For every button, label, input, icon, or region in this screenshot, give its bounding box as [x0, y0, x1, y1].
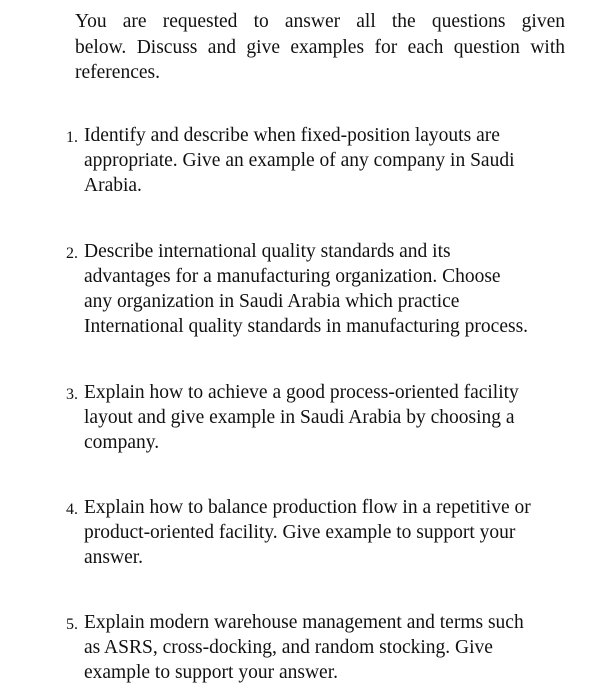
- question-1: [66, 123, 566, 198]
- question-number: 5.: [66, 616, 78, 633]
- question-4: [66, 495, 566, 570]
- question-line: as ASRS, cross-docking, and random stocking. Give: [84, 637, 493, 658]
- question-text: [84, 123, 566, 198]
- question-number: 3.: [66, 386, 78, 403]
- question-number: 2.: [66, 245, 78, 262]
- question-line: any organization in Saudi Arabia which practice: [84, 291, 460, 312]
- question-line: Explain modern warehouse management and terms such: [84, 612, 524, 633]
- question-line: product-oriented facility. Give example to support your: [84, 522, 516, 543]
- instructions-line: references.: [75, 62, 160, 83]
- question-line: example to support your answer.: [84, 662, 338, 683]
- question-text: [84, 239, 566, 339]
- question-line: Explain how to achieve a good process-oriented facility: [84, 382, 519, 403]
- question-line: appropriate. Give an example of any company in Saudi: [84, 150, 515, 171]
- question-3: [66, 380, 566, 455]
- instructions-line: You are requested to answer all the questions given: [75, 11, 565, 32]
- question-text: [84, 380, 566, 455]
- question-number: 4.: [66, 501, 78, 518]
- question-text: [84, 610, 566, 685]
- question-line: company.: [84, 432, 160, 453]
- question-line: Explain how to balance production flow in a repetitive or: [84, 497, 531, 518]
- instructions-line: below. Discuss and give examples for each question with: [75, 36, 565, 58]
- question-line: layout and give example in Saudi Arabia by choosing a: [84, 407, 515, 428]
- question-line: advantages for a manufacturing organization. Choose: [84, 266, 501, 287]
- question-line: answer.: [84, 547, 144, 568]
- question-line: International quality standards in manufacturing process.: [84, 316, 529, 337]
- question-line: Describe international quality standards and its: [84, 241, 451, 262]
- question-2: [66, 239, 566, 339]
- instructions-paragraph: [75, 9, 565, 86]
- question-number: 1.: [66, 129, 78, 146]
- question-text: [84, 495, 566, 570]
- question-line: Identify and describe when fixed-position layouts are: [84, 125, 500, 146]
- question-5: [66, 610, 566, 685]
- question-line: Arabia.: [84, 175, 142, 196]
